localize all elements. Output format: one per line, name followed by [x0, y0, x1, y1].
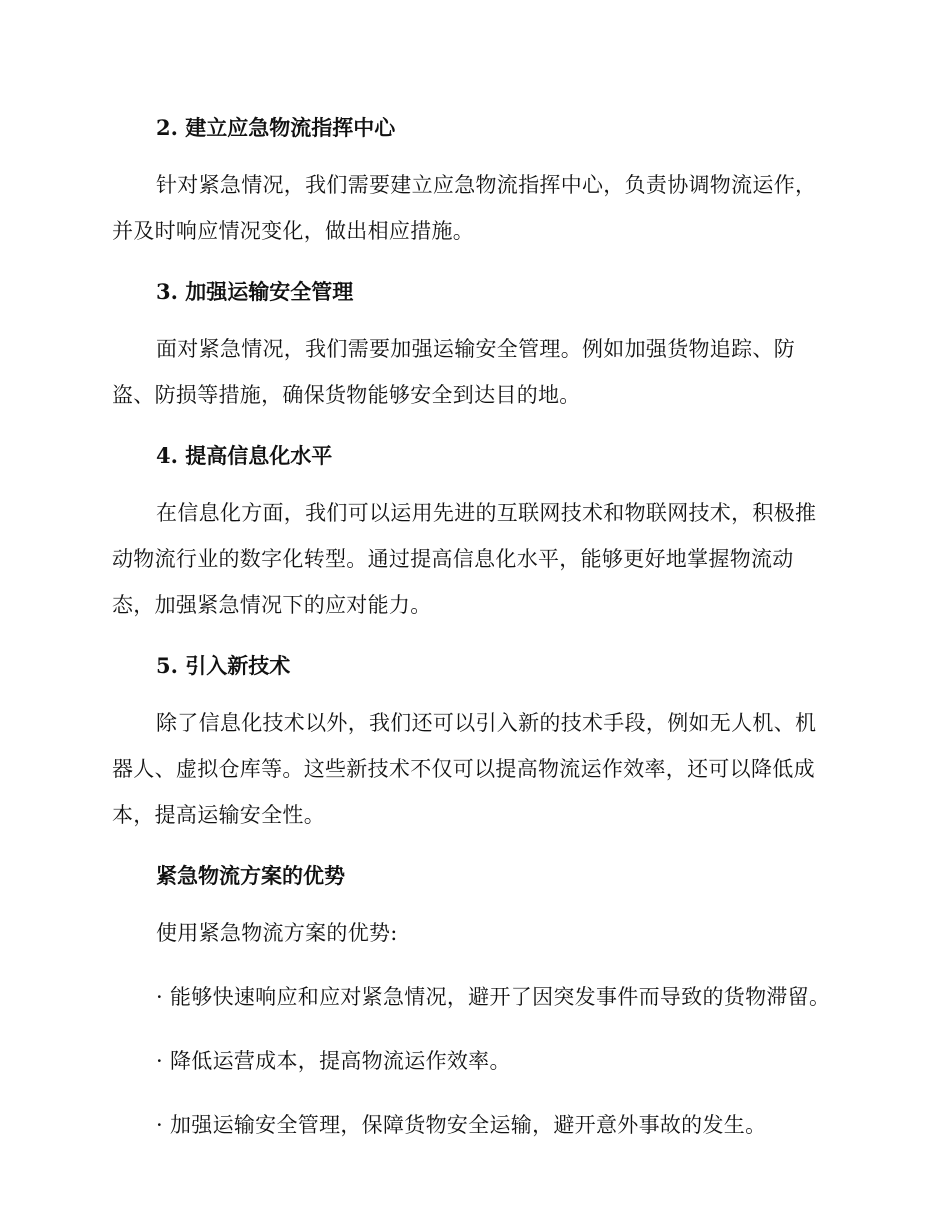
- advantages-heading: 紧急物流方案的优势: [156, 863, 345, 888]
- advantage-item: [112, 974, 836, 1020]
- advantage-item-text: 加强运输安全管理，保障货物安全运输，避开意外事故的发生。: [169, 1113, 767, 1137]
- document-body: [112, 108, 836, 1148]
- section-paragraph-3: 面对紧急情况，我们需要加强运输安全管理。例如加强货物追踪、防盗、防损等措施，确保货物能够安全到达目的地。: [112, 337, 795, 407]
- section-heading-4: 4. 提高信息化水平: [156, 443, 333, 468]
- bullet-symbol: ·: [156, 1113, 163, 1137]
- section-paragraph-4: 在信息化方面，我们可以运用先进的互联网技术和物联网技术，积极推动物流行业的数字化转型。通过提高信息化水平，能够更好地掌握物流动态，加强紧急情况下的应对能力。: [112, 501, 817, 617]
- advantage-item: [112, 1038, 836, 1084]
- section-paragraph-2: 针对紧急情况，我们需要建立应急物流指挥中心，负责协调物流运作，并及时响应情况变化，做出相应措施。: [112, 173, 817, 243]
- advantage-item: [112, 1102, 836, 1148]
- bullet-symbol: ·: [156, 985, 163, 1009]
- advantage-item-text: 能够快速响应和应对紧急情况，避开了因突发事件而导致的货物滞留。: [169, 985, 831, 1009]
- bullet-symbol: ·: [156, 1049, 163, 1073]
- section-paragraph-5: 除了信息化技术以外，我们还可以引入新的技术手段，例如无人机、机器人、虚拟仓库等。这些新技术不仅可以提高物流运作效率，还可以降低成本，提高运输安全性。: [112, 711, 817, 827]
- section-heading-5: 5. 引入新技术: [156, 653, 291, 678]
- advantage-item-text: 降低运营成本，提高物流运作效率。: [169, 1049, 511, 1073]
- section-heading-3: 3. 加强运输安全管理: [156, 279, 354, 304]
- advantages-intro: 使用紧急物流方案的优势:: [156, 921, 398, 945]
- section-heading-2: 2. 建立应急物流指挥中心: [156, 115, 396, 140]
